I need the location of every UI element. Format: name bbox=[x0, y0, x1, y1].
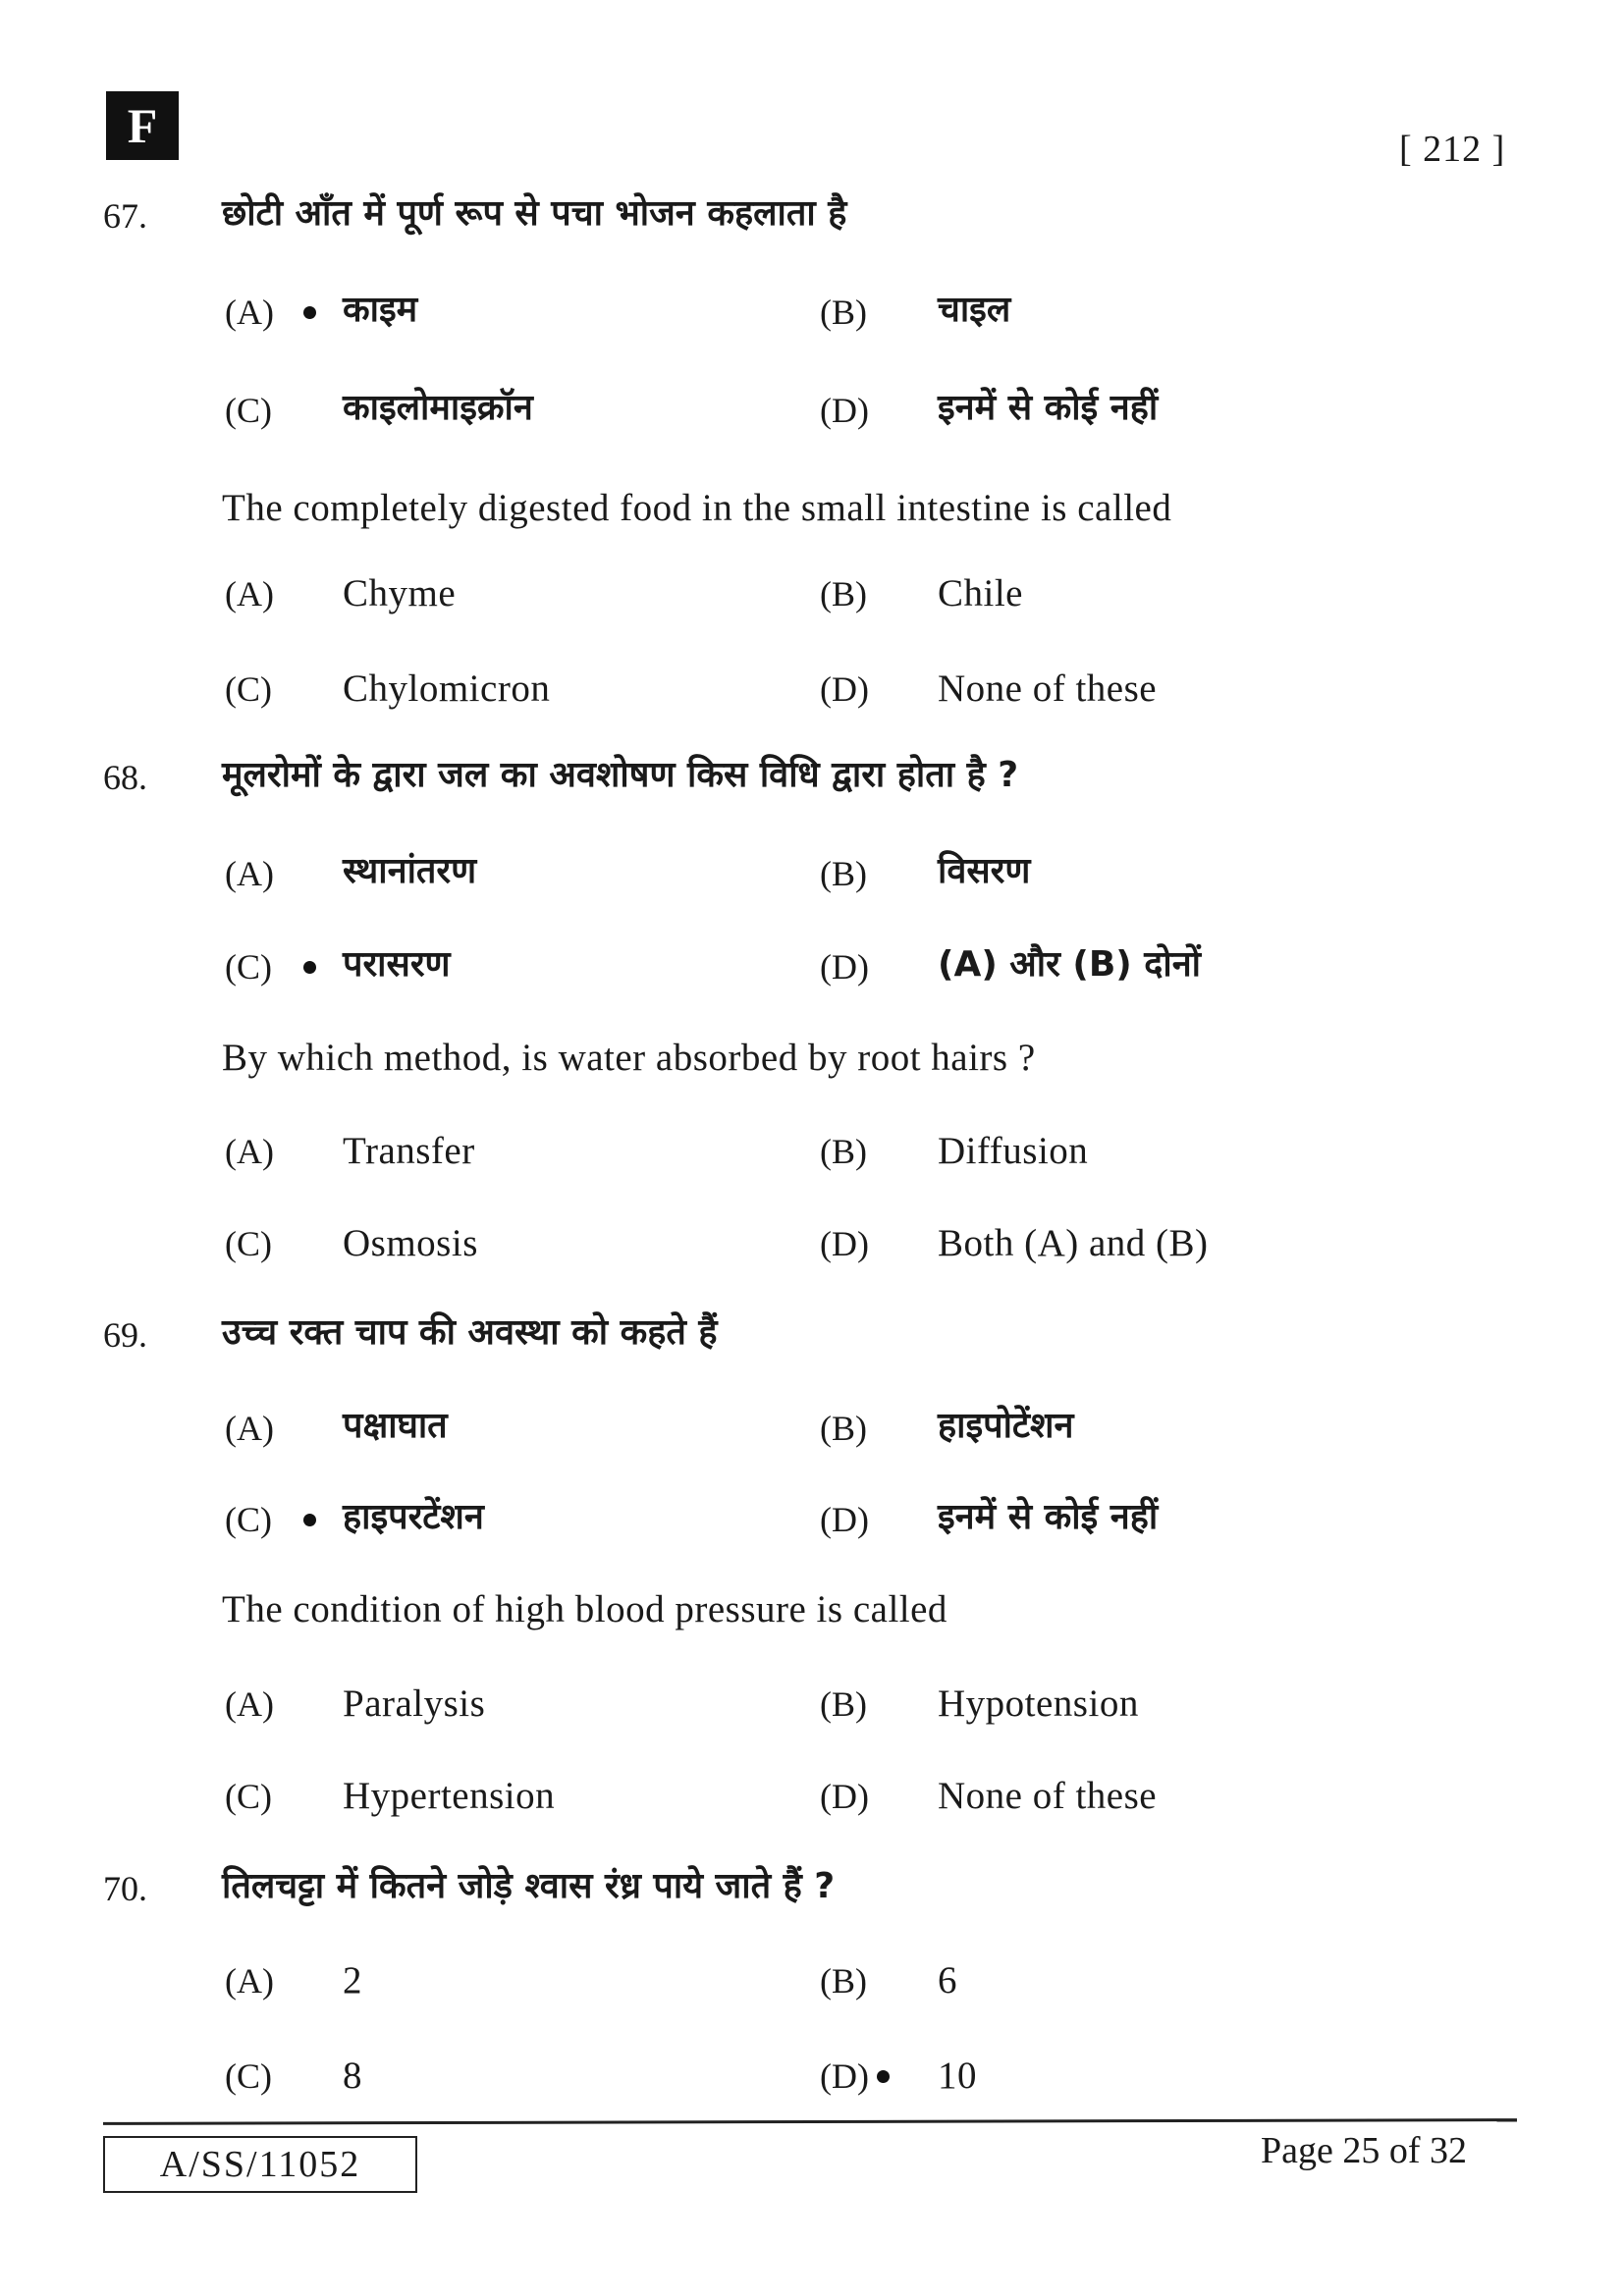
option-a-text: पक्षाघात bbox=[343, 1406, 448, 1446]
option-label: (A) bbox=[225, 574, 274, 614]
page-number: Page 25 of 32 bbox=[1261, 2130, 1468, 2171]
option-a-text: काइम bbox=[343, 290, 418, 330]
question-text-hindi: उच्च रक्त चाप की अवस्था को कहते हैं bbox=[222, 1312, 718, 1353]
option-c-text: काइलोमाइक्रॉन bbox=[343, 388, 533, 428]
question-number: 68. bbox=[103, 758, 147, 797]
question-number: 70. bbox=[103, 1869, 147, 1908]
option-label: (D) bbox=[820, 2056, 869, 2096]
answer-mark-icon bbox=[877, 2070, 890, 2083]
option-label: (A) bbox=[225, 854, 274, 893]
option-a-text: स्थानांतरण bbox=[343, 851, 477, 891]
booklet-code: A/SS/11052 bbox=[103, 2136, 417, 2193]
option-label: (A) bbox=[225, 293, 274, 332]
option-label: (C) bbox=[225, 1777, 272, 1816]
option-label: (D) bbox=[820, 1777, 869, 1816]
answer-mark-icon bbox=[303, 961, 316, 974]
question-text-english: By which method, is water absorbed by root hairs ? bbox=[222, 1037, 1036, 1079]
option-label: (C) bbox=[225, 1224, 272, 1263]
question-text-hindi: तिलचट्टा में कितने जोड़े श्वास रंध्र पाये जाते हैं ? bbox=[222, 1866, 836, 1906]
option-label: (A) bbox=[225, 1961, 274, 2001]
option-label: (B) bbox=[820, 293, 867, 332]
option-label: (B) bbox=[820, 574, 867, 614]
option-b-text: चाइल bbox=[938, 290, 1011, 330]
option-label: (C) bbox=[225, 391, 272, 430]
question-number: 67. bbox=[103, 196, 147, 236]
option-label: (D) bbox=[820, 669, 869, 709]
option-label: (B) bbox=[820, 1409, 867, 1448]
option-d-text: None of these bbox=[938, 667, 1158, 710]
option-label: (D) bbox=[820, 1224, 869, 1263]
answer-mark-icon bbox=[303, 1514, 316, 1526]
option-label: (C) bbox=[225, 669, 272, 709]
option-d-text: (A) और (B) दोनों bbox=[938, 944, 1202, 985]
option-d-text: इनमें से कोई नहीं bbox=[938, 388, 1159, 428]
option-label: (A) bbox=[225, 1684, 274, 1724]
question-text-hindi: छोटी आँत में पूर्ण रूप से पचा भोजन कहलाता है bbox=[222, 193, 847, 234]
option-label: (D) bbox=[820, 947, 869, 987]
question-text-english: The condition of high blood pressure is called bbox=[222, 1588, 947, 1630]
option-b-text: Hypotension bbox=[938, 1682, 1139, 1725]
question-text-english: The completely digested food in the small intestine is called bbox=[222, 487, 1172, 529]
option-label: (C) bbox=[225, 2056, 272, 2096]
option-b-text: 6 bbox=[938, 1959, 957, 2002]
option-label: (D) bbox=[820, 391, 869, 430]
option-a-text: 2 bbox=[343, 1959, 362, 2002]
option-c-text: परासरण bbox=[343, 944, 451, 985]
option-d-text: इनमें से कोई नहीं bbox=[938, 1497, 1159, 1537]
option-d-text: 10 bbox=[938, 2055, 977, 2097]
option-b-text: विसरण bbox=[938, 851, 1031, 891]
question-text-hindi: मूलरोमों के द्वारा जल का अवशोषण किस विधि द्वारा होता है ? bbox=[222, 755, 1019, 795]
option-c-text: Chylomicron bbox=[343, 667, 551, 710]
paper-code: [ 212 ] bbox=[1399, 129, 1506, 170]
option-label: (B) bbox=[820, 1961, 867, 2001]
option-b-text: Chile bbox=[938, 572, 1023, 614]
option-label: (B) bbox=[820, 1132, 867, 1171]
option-c-text: Osmosis bbox=[343, 1222, 478, 1264]
option-d-text: Both (A) and (B) bbox=[938, 1222, 1209, 1264]
option-b-text: Diffusion bbox=[938, 1130, 1089, 1172]
option-label: (A) bbox=[225, 1409, 274, 1448]
option-a-text: Transfer bbox=[343, 1130, 475, 1172]
option-a-text: Paralysis bbox=[343, 1682, 486, 1725]
footer-divider bbox=[103, 2118, 1517, 2125]
option-c-text: हाइपरटेंशन bbox=[343, 1497, 484, 1537]
option-label: (B) bbox=[820, 1684, 867, 1724]
option-label: (C) bbox=[225, 947, 272, 987]
option-c-text: 8 bbox=[343, 2055, 362, 2097]
option-label: (D) bbox=[820, 1500, 869, 1539]
set-letter-badge: F bbox=[106, 91, 179, 160]
answer-mark-icon bbox=[303, 306, 316, 319]
option-b-text: हाइपोटेंशन bbox=[938, 1406, 1074, 1446]
question-number: 69. bbox=[103, 1315, 147, 1355]
option-c-text: Hypertension bbox=[343, 1775, 556, 1817]
option-a-text: Chyme bbox=[343, 572, 457, 614]
option-d-text: None of these bbox=[938, 1775, 1158, 1817]
option-label: (C) bbox=[225, 1500, 272, 1539]
option-label: (A) bbox=[225, 1132, 274, 1171]
option-label: (B) bbox=[820, 854, 867, 893]
